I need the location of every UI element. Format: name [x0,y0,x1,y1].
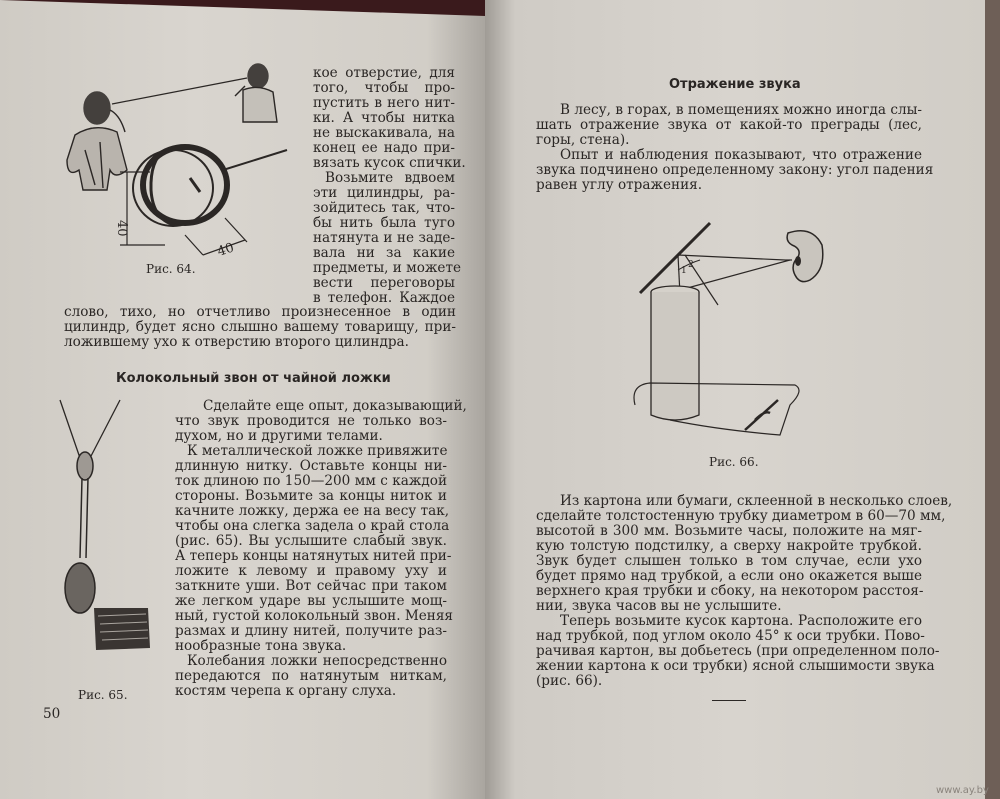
right-body-line-6: будет прямо над трубкой, а если оно окажется выше [536,568,922,584]
left-body-line-6: ток длиною по 150—200 мм с каждой [175,473,447,489]
left-body-line-8: качните ложку, держа ее на весу так, [175,503,450,519]
left-top-line-12: натянута и не заде- [313,230,455,246]
right-body-line-10: над трубкой, под углом около 45° к оси трубки. Пово- [536,628,925,644]
left-body-line-3: духом, но и другими телами. [175,428,383,444]
right-body-line-4: кую толстую подстилку, а сверху накройте трубкой. [536,538,922,554]
left-body-line-11: А теперь концы натянутых нитей при- [175,548,452,564]
right-intro-line-2: шать отражение звука от какой-то преграды (лес, [536,117,922,133]
left-top-line-3: пустить в него нит- [313,95,455,111]
figure-65 [58,398,153,678]
left-top-line-16: в телефон. Каждое [313,290,455,306]
left-body-line-16: размах и длину нитей, получите раз- [175,623,447,639]
page-number: 50 [43,706,61,722]
right-intro-line-5: звука подчинено определенному закону: угол падения [536,162,934,178]
left-wide-line-2: цилиндр, будет ясно слышно вашему товарищу, при- [64,319,456,335]
left-body-line-10: (рис. 65). Вы услышите слабый звук. [175,533,447,549]
right-intro-line-4: Опыт и наблюдения показывают, что отражение [560,147,922,163]
left-body-line-2: что звук проводится не только воз- [175,413,447,429]
right-body-line-1: Из картона или бумаги, склеенной в несколько слоев, [560,493,953,509]
left-top-line-11: бы нить была туго [313,215,455,231]
left-top-line-10: зойдитесь так, что- [313,200,455,216]
right-body-line-7: верхнего края трубки и сбоку, на некотором расстоя- [536,583,924,599]
watermark: www.ay.by [936,785,989,796]
right-body-line-3: высотой в 300 мм. Возьмите часы, положите на мяг- [536,523,922,539]
right-body-line-9: Теперь возьмите кусок картона. Расположите его [560,613,922,629]
left-body-line-14: же легком ударе вы услышите мощ- [175,593,447,609]
left-body-line-1: Сделайте еще опыт, доказывающий, [203,398,467,414]
left-body-line-19: передаются по натянутым ниткам, [175,668,447,684]
left-top-line-13: вала ни за какие [313,245,455,261]
left-top-line-14: предметы, и можете [313,260,462,276]
left-top-line-6: конец ее надо при- [313,140,455,156]
page-edge [985,0,1000,799]
right-body-line-13: (рис. 66). [536,673,603,689]
figure-66 [630,215,830,445]
left-top-line-4: ки. А чтобы нитка [313,110,455,126]
left-body-line-18: Колебания ложки непосредственно [187,653,447,669]
left-top-line-2: того, чтобы про- [313,80,455,96]
left-top-line-5: не выскакивала, на [313,125,455,141]
left-body-line-15: ный, густой колокольный звон. Меняя [175,608,454,624]
right-body-line-11: рачивая картон, вы добьетесь (при определенном поло- [536,643,940,659]
left-body-line-5: длинную нитку. Оставьте концы ни- [175,458,447,474]
fig65-caption: Рис. 65. [78,688,128,702]
left-top-line-9: эти цилиндры, ра- [313,185,455,201]
right-body-line-8: нии, звука часов вы не услышите. [536,598,782,614]
figure-64 [55,60,305,280]
section-rule [712,700,746,701]
left-body-line-7: стороны. Возьмите за концы ниток и [175,488,447,504]
left-body-line-9: чтобы она слегка задела о край стола [175,518,450,534]
right-intro-line-1: В лесу, в горах, в помещениях можно иногда слы- [560,102,922,118]
angle-2-label: 2 [688,260,694,270]
left-heading: Колокольный звон от чайной ложки [116,371,391,386]
left-top-line-1: кое отверстие, для [313,65,455,81]
fig66-caption: Рис. 66. [709,455,759,469]
left-wide-line-1: слово, тихо, но отчетливо произнесенное в один [64,304,456,320]
left-top-line-7: вязать кусок спички. [313,155,466,171]
cylinder-drawing [133,147,287,226]
right-body-line-2: сделайте толстостенную трубку диаметром в 60—70 мм, [536,508,946,524]
left-body-line-12: ложите к левому и правому уху и [175,563,447,579]
fig64-dim-height: 40 [114,220,129,237]
left-body-line-13: заткните уши. Вот сейчас при таком [175,578,447,594]
fig64-dim-width: 40 [215,240,236,260]
left-top-line-8: Возьмите вдвоем [325,170,455,186]
right-body-line-5: Звук будет слышен только в том случае, если ухо [536,553,922,569]
left-body-line-20: костям черепа к органу слуха. [175,683,397,699]
person-left-drawing [67,92,127,190]
angle-1-label: 1 [681,266,687,276]
right-heading: Отражение звука [669,77,801,92]
left-body-line-17: нообразные тона звука. [175,638,347,654]
fig64-caption: Рис. 64. [146,262,196,276]
left-body-line-4: К металлической ложке привяжите [187,443,448,459]
left-top-line-15: вести переговоры [313,275,455,291]
right-intro-line-3: горы, стена). [536,132,630,148]
right-intro-line-6: равен углу отражения. [536,177,703,193]
left-wide-line-3: ложившему ухо к отверстию второго цилиндра. [64,334,409,350]
right-body-line-12: жении картона к оси трубки) ясной слышимости звука [536,658,935,674]
person-right-drawing [235,64,277,122]
